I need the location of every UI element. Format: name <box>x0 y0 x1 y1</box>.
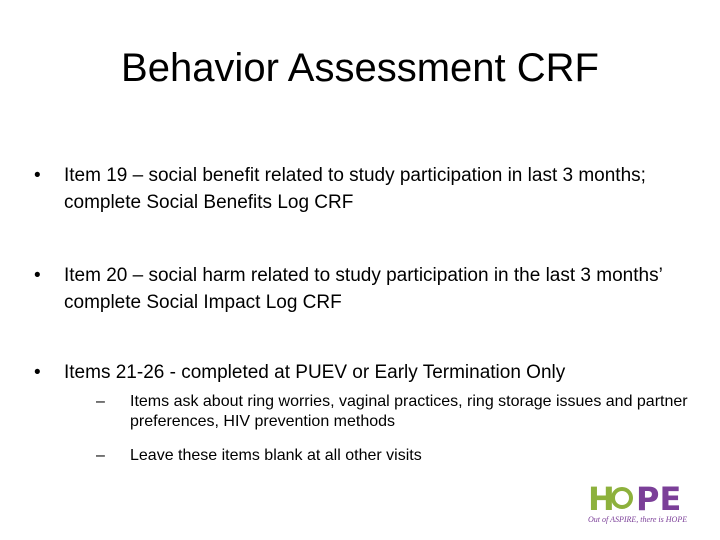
bullet-items-21-26 <box>34 359 565 386</box>
sub-bullet-text: Items ask about ring worries, vaginal practices, ring storage issues and partner preferences, HIV prevention methods <box>130 393 688 430</box>
bullet-text: Item 20 – social harm related to study participation in the last 3 months’ complete Social Impact Log CRF <box>64 265 663 313</box>
bullet-text: Items 21-26 - completed at PUEV or Early Termination Only <box>64 362 566 383</box>
sub-bullet-leave-blank <box>96 446 720 466</box>
sub-bullet-dash: – <box>96 393 105 410</box>
bullet-dot: • <box>34 362 41 383</box>
bullet-dot: • <box>34 265 41 286</box>
logo-letters-pe: PE <box>636 480 682 518</box>
sub-bullet-ring-topics <box>96 392 720 432</box>
bullet-text: Item 19 – social benefit related to study participation in last 3 months; complete Social Benefits Log CRF <box>64 165 646 213</box>
logo-tagline: Out of ASPIRE, there is HOPE <box>588 515 688 524</box>
slide-title: Behavior Assessment CRF <box>121 46 599 90</box>
bullet-item-19 <box>34 162 684 216</box>
logo-ring-o-icon <box>611 487 633 509</box>
hope-logo <box>588 482 706 528</box>
bullet-dot: • <box>34 165 41 186</box>
bullet-item-20 <box>34 262 684 316</box>
sub-bullet-text: Leave these items blank at all other visits <box>130 447 422 464</box>
sub-bullet-dash: – <box>96 447 105 464</box>
logo-letter-h: H <box>588 480 615 518</box>
